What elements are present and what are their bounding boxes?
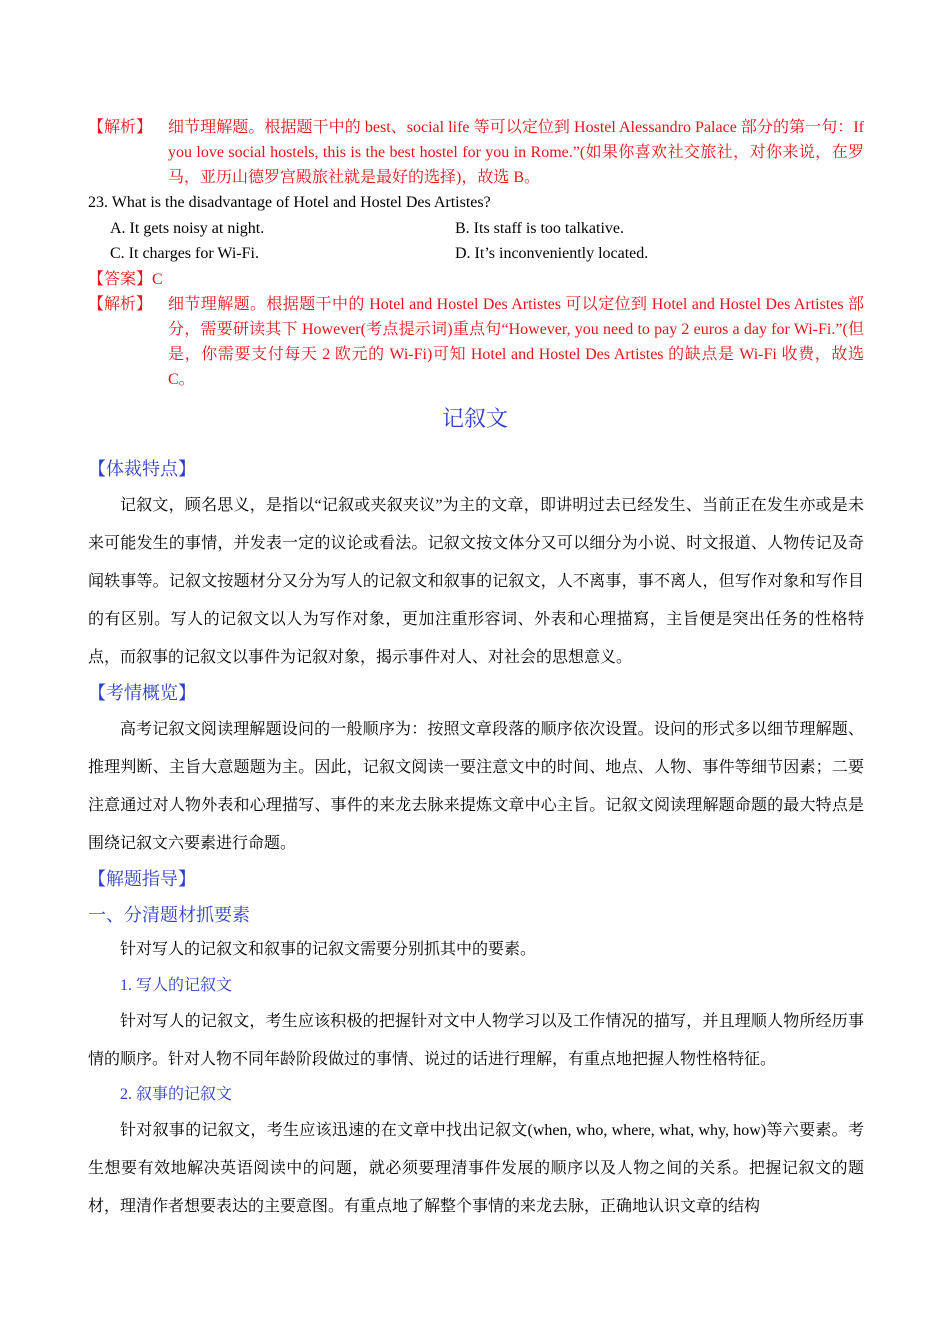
genre-heading: 【体裁特点】 — [88, 459, 196, 479]
analysis-text: 细节理解题。根据题干中的 Hotel and Hostel Des Artistes 可以定位到 Hotel and Hostel Des Artistes 部分，需要研读其下 However(考点提示词)重点句“However, you need to pay 2 euros a day for Wi-Fi.”(但是，你需要支付每天 2 欧元的 Wi-Fi)可知 Hotel and Hostel Des Artistes 的缺点是 Wi-Fi 收费，故选 C。 — [168, 296, 864, 388]
guide-intro: 针对写人的记叙文和叙事的记叙文需要分别抓其中的要素。 — [120, 941, 537, 958]
option-b: B. Its staff is too talkative. — [455, 220, 625, 237]
q23-analysis — [88, 292, 864, 392]
item1-title: 1. 写人的记叙文 — [120, 977, 233, 994]
answer-tag: 【答案】 — [88, 271, 153, 288]
analysis-text: 细节理解题。根据题干中的 best、social life 等可以定位到 Hostel Alessandro Palace 部分的第一句：If you love social hostels, this is the best hostel for you in Rome.”(如果你喜欢社交旅社，对你来说，在罗马，亚历山德罗宫殿旅社就是最好的选择)，故选 B。 — [168, 119, 864, 186]
question-23: 23. What is the disadvantage of Hotel and Hostel Des Artistes? — [88, 194, 491, 211]
option-d: D. It’s inconveniently located. — [455, 245, 649, 262]
analysis-tag: 【解析】 — [88, 296, 153, 313]
q22-analysis — [88, 115, 864, 190]
item2-title: 2. 叙事的记叙文 — [120, 1086, 233, 1103]
answer-value: C — [152, 271, 163, 288]
section-title: 记叙文 — [441, 406, 508, 431]
option-a: A. It gets noisy at night. — [110, 220, 265, 237]
item1-paragraph: 针对写人的记叙文，考生应该积极的把握针对文中人物学习以及工作情况的描写，并且理顺人物所经历事情的顺序。针对人物不同年龄阶段做过的事情、说过的话进行理解，有重点地把握人物性格特征。 — [88, 1013, 864, 1068]
analysis-tag: 【解析】 — [88, 119, 153, 136]
item2-paragraph: 针对叙事的记叙文，考生应该迅速的在文章中找出记叙文(when, who, where, what, why, how)等六要素。考生想要有效地解决英语阅读中的问题，就必须要理清事件发展的顺序以及人物之间的关系。把握记叙文的题材，理清作者想要表达的主要意图。有重点地了解整个事情的来龙去脉，正确地认识文章的结构 — [88, 1122, 864, 1215]
option-c: C. It charges for Wi-Fi. — [110, 245, 259, 262]
q23-answer — [88, 267, 864, 292]
overview-heading: 【考情概览】 — [88, 683, 196, 703]
overview-paragraph: 高考记叙文阅读理解题设问的一般顺序为：按照文章段落的顺序依次设置。设问的形式多以细节理解题、推理判断、主旨大意题题为主。因此，记叙文阅读一要注意文中的时间、地点、人物、事件等细节因素；二要注意通过对人物外表和心理描写、事件的来龙去脉来提炼文章中心主旨。记叙文阅读理解题命题的最大特点是围绕记叙文六要素进行命题。 — [88, 721, 864, 852]
guide-heading: 【解题指导】 — [88, 869, 196, 889]
guide-subheading: 一、分清题材抓要素 — [88, 905, 250, 925]
genre-paragraph: 记叙文，顾名思义，是指以“记叙或夹叙夹议”为主的文章，即讲明过去已经发生、当前正在发生亦或是未来可能发生的事情，并发表一定的议论或看法。记叙文按文体分又可以细分为小说、时文报道、人物传记及奇闻轶事等。记叙文按题材分又分为写人的记叙文和叙事的记叙文，人不离事，事不离人，但写作对象和写作目的有区别。写人的记叙文以人为写作对象，更加注重形容词、外表和心理描寫，主旨便是突出任务的性格特点，而叙事的记叙文以事件为记叙对象，揭示事件对人、对社会的思想意义。 — [88, 497, 864, 666]
